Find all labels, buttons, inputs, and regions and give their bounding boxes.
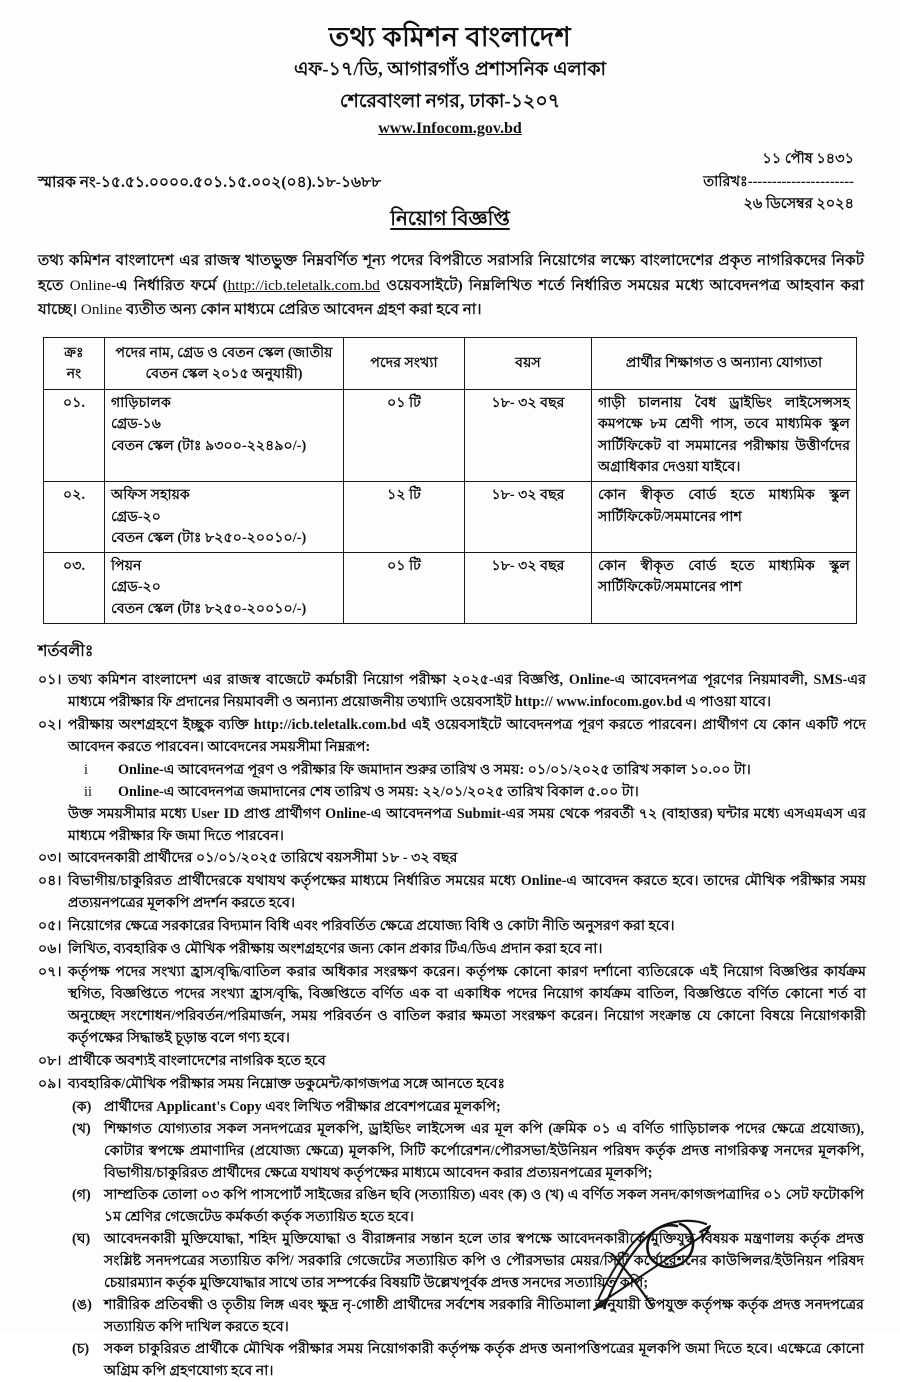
- organization-website-link[interactable]: www.Infocom.gov.bd: [378, 120, 522, 138]
- bangla-date: ১১ পৌষ ১৪৩১: [762, 151, 854, 168]
- intro-text-part1: তথ্য কমিশন বাংলাদেশ এর রাজস্ব খাতভুক্ত নিম্নবর্ণিত শূন্য পদের বিপরীতে সরাসরি নিয়োগের লক্ষ্যে বাংলাদেশের প্রকৃত নাগরিকদের নিকট হতে: [38, 252, 864, 294]
- condition-item: [38, 961, 866, 1049]
- cell-post-name: গাড়িচালক: [111, 395, 171, 412]
- date-block: [703, 148, 854, 215]
- cell-post-details: [105, 482, 344, 553]
- sub-item-marker: ii: [84, 784, 92, 801]
- qualification-text: গাড়ী চালনায় বৈধ ড্রাইভিং লাইসেন্সসহ কমপক্ষে ৮ম শ্রেণী পাস, তবে মাধ্যমিক স্কুল সার্টিফিকেট বা সমমানের পরীক্ষায় উত্তীর্ণদের অগ্রাধিকার দেওয়া যাইবে।: [598, 395, 850, 475]
- alpha-item-text: সাম্প্রতিক তোলা ০৩ কপি পাসপোর্ট সাইজের রঙিন ছবি (সত্যায়িত) এবং (ক) ও (খ) এ বর্ণিত সকল সনদ/কাগজপত্রাদির ০১ সেট ফটোকপি ১ম শ্রেণির গেজেটেড কর্মকর্তা কর্তৃক সত্যায়িত হতে হবে।: [104, 1187, 864, 1226]
- condition-number: ০৬।: [38, 941, 62, 958]
- condition-sub-item: [84, 759, 866, 781]
- cell-age: ১৮- ৩২ বছর: [465, 482, 592, 553]
- cell-post-count: ১২ টি: [344, 482, 465, 553]
- condition-number: ০৮।: [38, 1053, 62, 1070]
- condition-text: প্রার্থীকে অবশ্যই বাংলাদেশের নাগরিক হতে হবে: [68, 1053, 326, 1070]
- condition-text: বিভাগীয়/চাকুরিরত প্রার্থীদেরকে যথাযথ কর্তৃপক্ষের মাধ্যমে নির্ধারিত সময়ের মধ্যে Online-এ আবেদন করতে হবে। তাদের মৌখিক পরীক্ষার সময় প্রত্যয়নপত্রের মূলকপি প্রদর্শন করতে হবে।: [68, 873, 866, 912]
- cell-age: ১৮- ৩২ বছর: [465, 553, 592, 624]
- header-post-name: পদের নাম, গ্রেড ও বেতন স্কেল (জাতীয় বেতন স্কেল ২০১৫ অনুযায়ী): [105, 337, 344, 389]
- condition-text: তথ্য কমিশন বাংলাদেশ এর রাজস্ব বাজেটে কর্মচারী নিয়োগ পরীক্ষা ২০২৫-এর বিজ্ঞপ্তি, Online-এ আবেদনপত্র পূরণের নিয়মাবলী, SMS-এর মাধ্যমে পরীক্ষার ফি প্রদানের নিয়মাবলী ও অন্যান্য প্রয়োজনীয় তথ্যাদি ওয়েবসাইট http:// www.infocom.gov.bd এ পাওয়া যাবে।: [68, 672, 866, 711]
- alpha-item-text: প্রার্থীদের Applicant's Copy এবং লিখিত পরীক্ষার প্রবেশপত্রের মূলকপি;: [104, 1099, 501, 1116]
- condition-item: [38, 669, 866, 713]
- header-serial-line2: নং: [66, 365, 82, 382]
- cell-serial: ০১.: [44, 390, 105, 482]
- memo-number: স্মারক নং-১৫.৫১.০০০০.৫০১.১৫.০০২(০৪).১৮-১৬৮৮: [38, 174, 382, 192]
- condition-number: ০১।: [38, 672, 62, 689]
- posts-table-head: [44, 337, 857, 389]
- cell-serial: ০২.: [44, 482, 105, 553]
- intro-online-word: Online: [69, 276, 112, 294]
- condition-item: [38, 915, 866, 937]
- alpha-item-marker: (ক): [72, 1099, 92, 1116]
- cell-post-details: [105, 553, 344, 624]
- condition-text: ব্যবহারিক/মৌখিক পরীক্ষার সময় নিম্নোক্ত ডকুমেন্ট/কাগজপত্র সঙ্গে আনতে হবেঃ: [68, 1076, 506, 1093]
- header-serial: [44, 337, 105, 389]
- sub-item-text: Online-এ আবেদনপত্র জমাদানের শেষ তারিখ ও সময়: ২২/০১/২০২৫ তারিখ বিকাল ৫.০০ টা।: [118, 784, 639, 801]
- date-label: তারিখঃ----------------------: [703, 173, 854, 190]
- condition-alpha-item: [72, 1118, 866, 1184]
- condition-sub-list: [84, 759, 866, 803]
- alpha-item-text: শারীরিক প্রতিবন্ধী ও তৃতীয় লিঙ্গ এবং ক্ষুদ্র নৃ-গোষ্ঠী প্রার্থীদের সর্বশেষ সরকারি নীতিমালা অনুযায়ী উপযুক্ত কর্তৃপক্ষ কর্তৃক প্রদত্ত সনদপত্রের সত্যায়িত কপি দাখিল করতে হবে।: [104, 1297, 864, 1336]
- cell-age: ১৮- ৩২ বছর: [465, 390, 592, 482]
- condition-number: ০৫।: [38, 918, 62, 935]
- condition-alpha-item: [72, 1228, 866, 1294]
- header-qualification: প্রার্থীর শিক্ষাগত ও অন্যান্য যোগ্যতা: [592, 337, 857, 389]
- sub-item-text: Online-এ আবেদনপত্র পূরণ ও পরীক্ষার ফি জমাদান শুরুর তারিখ ও সময়: ০১/০১/২০২৫ তারিখ সকাল ১০.০০ টা।: [118, 762, 751, 779]
- alpha-item-marker: (ঙ): [72, 1297, 92, 1314]
- alpha-item-marker: (গ): [72, 1187, 91, 1204]
- intro-text-part4: ব্যতীত অন্য কোন মাধ্যমে প্রেরিত আবেদন গ্রহণ করা হবে না।: [122, 301, 482, 319]
- header-post-count: পদের সংখ্যা: [344, 337, 465, 389]
- condition-number: ০২।: [38, 717, 62, 734]
- document-title: নিয়োগ বিজ্ঞপ্তি: [390, 208, 510, 231]
- intro-online-word-2: Online: [80, 301, 123, 319]
- cell-post-payscale: বেতন স্কেল (টাঃ ৮২৫০-২০০১০/-): [111, 529, 307, 546]
- posts-table: [43, 337, 857, 624]
- condition-item: [38, 847, 866, 869]
- cell-qualification: [592, 553, 857, 624]
- alpha-item-text: শিক্ষাগত যোগ্যতার সকল সনদপত্রের মূলকপি, ড্রাইভিং লাইসেন্স এর মূল কপি (ক্রমিক ০১ এ বর্ণিত গাড়িচালক পদের ক্ষেত্রে প্রযোজ্য), কোটার স্বপক্ষে প্রমাণাদির (প্রযোজ্য ক্ষেত্রে) মূলকপি, সিটি কর্পোরেশন/পৌরসভা/ইউনিয়ন পরিষদ কর্তৃক প্রদত্ত নাগরিকত্ব সনদের মূলকপি, বিভাগীয়/চাকুরিরত প্রার্থীদের ক্ষেত্রে যথাযথ কর্তৃপক্ষের মাধ্যমে আবেদন করার প্রত্যয়নপত্রের মূলকপি;: [104, 1121, 864, 1182]
- header-age: বয়স: [465, 337, 592, 389]
- letterhead: [0, 0, 900, 138]
- cell-post-payscale: বেতন স্কেল (টাঃ ৮২৫০-২০০১০/-): [111, 600, 307, 617]
- qualification-text: কোন স্বীকৃত বোর্ড হতে মাধ্যমিক স্কুল সার্টিফিকেট/সমমানের পাশ: [598, 558, 850, 596]
- condition-text: আবেদনকারী প্রার্থীদের ০১/০১/২০২৫ তারিখে বয়সসীমা ১৮ - ৩২ বছর: [68, 850, 458, 867]
- condition-item: [38, 938, 866, 960]
- alpha-item-text: সকল চাকুরিরত প্রার্থীকে মৌখিক পরীক্ষার সময় নিয়োগকারী কর্তৃপক্ষ কর্তৃক প্রদত্ত অনাপত্তিপত্রের মূলকপি জমা দিতে হবে। এক্ষেত্রে কোনো অগ্রিম কপি গ্রহণযোগ্য হবে না।: [104, 1341, 864, 1380]
- intro-text-part2: -এ নির্ধারিত ফর্মে (: [111, 276, 228, 294]
- condition-text: পরীক্ষায় অংশগ্রহণে ইচ্ছুক ব্যক্তি http://icb.teletalk.com.bd এই ওয়েবসাইটে আবেদনপত্র পূরণ করতে পারবেন। প্রার্থীগণ যে কোন একটি পদে আবেদন করতে পারবেন। আবেদনের সময়সীমা নিম্নরূপ:: [68, 717, 866, 756]
- qualification-text: কোন স্বীকৃত বোর্ড হতে মাধ্যমিক স্কুল সার্টিফিকেট/সমমানের পাশ: [598, 487, 850, 525]
- condition-item: [38, 1050, 866, 1072]
- cell-post-grade: গ্রেড-১৬: [111, 416, 161, 433]
- conditions-heading: শর্তবলীঃ: [38, 643, 94, 661]
- memo-row: [0, 148, 900, 210]
- condition-alpha-item: [72, 1294, 866, 1338]
- intro-paragraph: [38, 249, 864, 323]
- cell-post-grade: গ্রেড-২০: [111, 579, 161, 596]
- table-row: [44, 553, 857, 624]
- alpha-item-marker: (ঘ): [72, 1231, 91, 1248]
- cell-post-grade: গ্রেড-২০: [111, 508, 161, 525]
- condition-text: লিখিত, ব্যবহারিক ও মৌখিক পরীক্ষায় অংশগ্রহণের জন্য কোন প্রকার টিএ/ডিএ প্রদান করা হবে না।: [68, 941, 603, 958]
- header-serial-line1: ক্রঃ: [64, 344, 84, 361]
- alpha-item-text: আবেদনকারী মুক্তিযোদ্ধা, শহিদ মুক্তিযোদ্ধা ও বীরাঙ্গনার সন্তান হলে তার স্বপক্ষে আবেদনকারীকে মুক্তিযুদ্ধ বিষয়ক মন্ত্রণালয় কর্তৃক প্রদত্ত সংশ্লিষ্ট সনদপত্রের সত্যায়িত কপি/ সরকারি গেজেটের সত্যায়িত কপি ও পৌরসভার মেয়র/সিটি কর্পোরেশনের কাউন্সিলর/ইউনিয়ন পরিষদ চেয়ারম্যান কর্তৃক মুক্তিযোদ্ধার সাথে তার সম্পর্কের বিষয়টি উল্লেখপূর্বক প্রদত্ত সনদের সত্যায়িত কপি;: [104, 1231, 864, 1292]
- table-row: [44, 482, 857, 553]
- alpha-item-marker: (চ): [72, 1341, 90, 1358]
- condition-alpha-item: [72, 1184, 866, 1228]
- cell-post-details: [105, 390, 344, 482]
- cell-post-name: পিয়ন: [111, 558, 142, 575]
- cell-post-payscale: বেতন স্কেল (টাঃ ৯৩০০-২২৪৯০/-): [111, 437, 307, 454]
- conditions-list: [38, 669, 866, 1382]
- intro-text-part3: ওয়েবসাইটে) নিম্নলিখিত শর্তে নির্ধারিত সময়ের মধ্যে আবেদনপত্র আহবান করা যাচ্ছে।: [38, 276, 864, 319]
- condition-item: [38, 714, 866, 758]
- condition-text: নিয়োগের ক্ষেত্রে সরকারের বিদ্যমান বিধি এবং পরিবর্তিত ক্ষেত্রে প্রযোজ্য বিধি ও কোটা নীতি অনুসরণ করা হবে।: [68, 918, 675, 935]
- table-header-row: [44, 337, 857, 389]
- table-row: [44, 390, 857, 482]
- posts-table-body: [44, 390, 857, 624]
- cell-serial: ০৩.: [44, 553, 105, 624]
- application-website-link[interactable]: http://icb.teletalk.com.bd: [227, 276, 380, 294]
- condition-number: ০৪।: [38, 873, 62, 890]
- sub-item-marker: i: [84, 762, 88, 779]
- cell-post-count: ০১ টি: [344, 553, 465, 624]
- organization-name: তথ্য কমিশন বাংলাদেশ: [328, 22, 572, 52]
- condition-item: [38, 1073, 866, 1095]
- condition-alpha-item: [72, 1096, 866, 1118]
- condition-text: কর্তৃপক্ষ পদের সংখ্যা হ্রাস/বৃদ্ধি/বাতিল করার অধিকার সংরক্ষণ করেন। কর্তৃপক্ষ কোনো কারণ দর্শানো ব্যতিরেকে এই নিয়োগ বিজ্ঞপ্তির কার্যক্রম স্থগিত, বিজ্ঞপ্তিতে পদের সংখ্যা হ্রাস/বৃদ্ধি, বিজ্ঞপ্তিতে বর্ণিত এক বা একাধিক পদের নিয়োগ কার্যক্রম বাতিল, বিজ্ঞপ্তিতে বর্ণিত কোনো শর্ত বা অনুচ্ছেদ সংশোধন/পরিবর্তন/পরিমার্জন, সময় পরিবর্তন ও বাতিল করার ক্ষমতা সংরক্ষণ করেন। নিয়োগ সংক্রান্ত যে কোনো বিষয়ে নিয়োগকারী কর্তৃপক্ষের সিদ্ধান্তই চূড়ান্ত বলে গণ্য হবে।: [68, 964, 866, 1047]
- condition-continuation: উক্ত সময়সীমার মধ্যে User ID প্রাপ্ত প্রার্থীগণ Online-এ আবেদনপত্র Submit-এর সময় থেকে পরবর্তী ৭২ (বাহাত্তর) ঘন্টার মধ্যে এসএমএস এর মাধ্যমে পরীক্ষার ফি জমা দিতে পারবেন।: [68, 806, 866, 845]
- condition-number: ০৯।: [38, 1076, 62, 1093]
- cell-post-name: অফিস সহায়ক: [111, 487, 190, 504]
- cell-post-count: ০১ টি: [344, 390, 465, 482]
- condition-alpha-item: [72, 1338, 866, 1382]
- cell-qualification: [592, 482, 857, 553]
- condition-item: [38, 870, 866, 914]
- cell-qualification: [592, 390, 857, 482]
- condition-alpha-list: [72, 1096, 866, 1382]
- condition-sub-item: [84, 781, 866, 803]
- condition-number: ০৩।: [38, 850, 62, 867]
- organization-address-line1: এফ-১৭/ডি, আগারগাঁও প্রশাসনিক এলাকা: [293, 59, 607, 81]
- condition-number: ০৭।: [38, 964, 62, 981]
- alpha-item-marker: (খ): [72, 1121, 91, 1138]
- gregorian-date: ২৬ ডিসেম্বর ২০২৪: [743, 195, 854, 212]
- organization-address-line2: শেরেবাংলা নগর, ঢাকা-১২০৭: [339, 90, 561, 112]
